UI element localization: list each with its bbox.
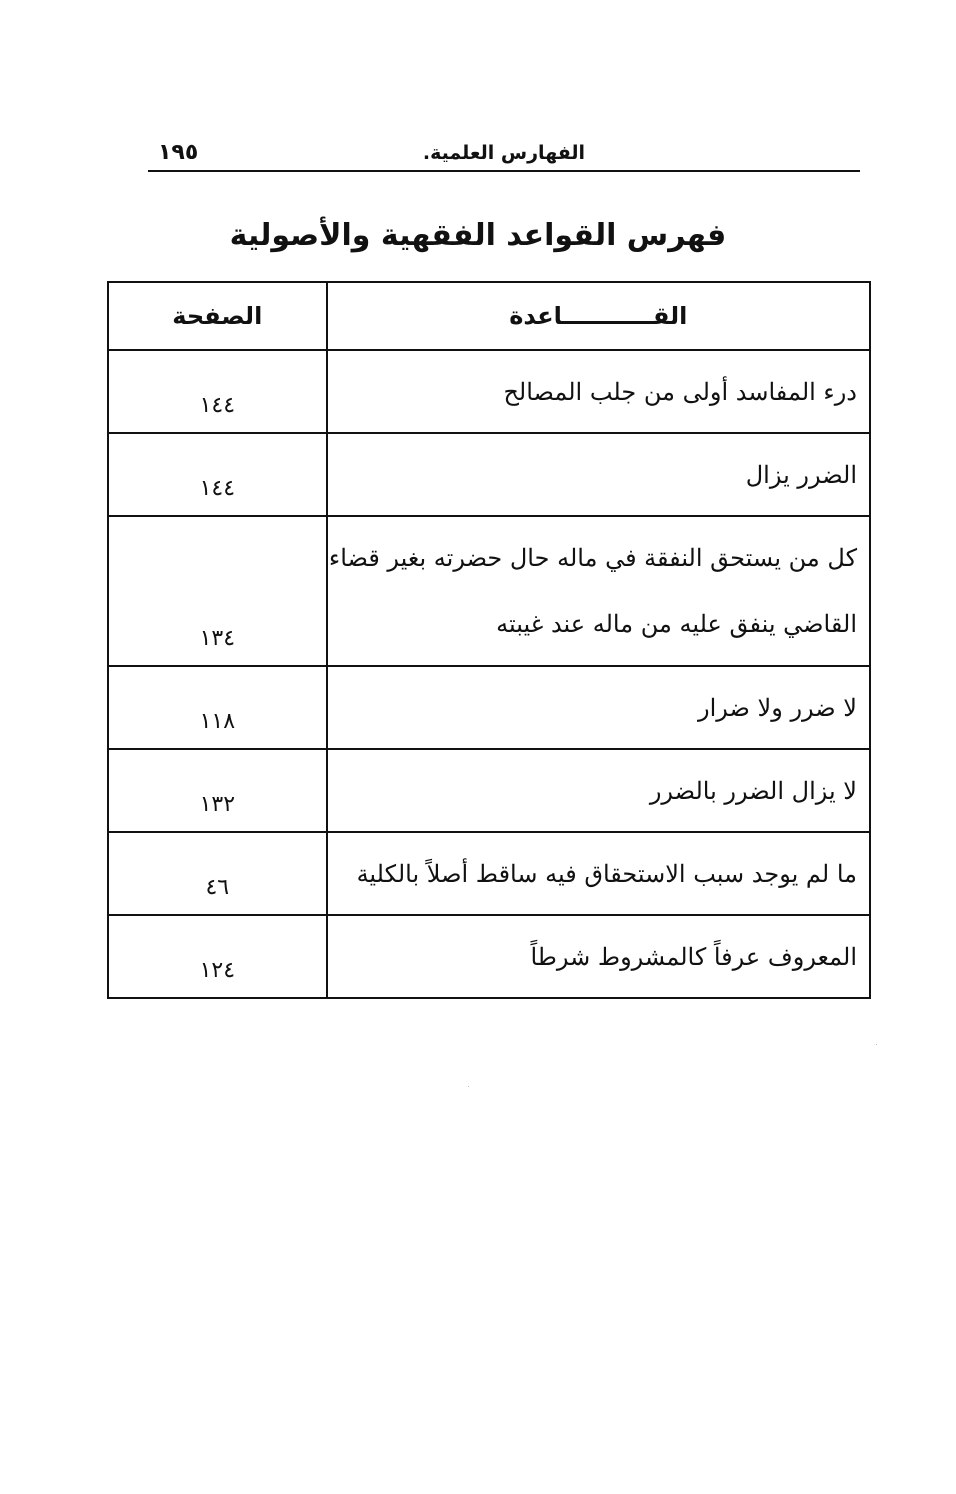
table-row — [108, 832, 870, 915]
rule-text: الضرر يزال — [327, 433, 870, 516]
page-ref: ١٢٤ — [108, 915, 327, 998]
rule-text-line: القاضي ينفق عليه من ماله عند غيبته — [496, 610, 857, 638]
table-row — [108, 350, 870, 433]
table-row — [108, 433, 870, 516]
table-row — [108, 749, 870, 832]
running-title: الفهارس العلمية. — [422, 142, 586, 164]
rule-text: درء المفاسد أولى من جلب المصالح — [327, 350, 870, 433]
table-row — [108, 516, 870, 666]
rule-text: لا ضرر ولا ضرار — [327, 666, 870, 749]
page-ref: ١٣٤ — [108, 516, 327, 666]
rule-text: المعروف عرفاً كالمشروط شرطاً — [327, 915, 870, 998]
rule-text: لا يزال الضرر بالضرر — [327, 749, 870, 832]
running-header — [148, 140, 860, 172]
rule-text-line: كل من يستحق النفقة في ماله حال حضرته بغير قضاء — [328, 544, 857, 572]
page-column-header: الصفحة — [108, 282, 327, 350]
page-ref: ١٣٢ — [108, 749, 327, 832]
page-ref: ١٤٤ — [108, 350, 327, 433]
page-ref: ٤٦ — [108, 832, 327, 915]
rule-text: ما لم يوجد سبب الاستحقاق فيه ساقط أصلاً بالكلية — [327, 832, 870, 915]
table-row — [108, 666, 870, 749]
rule-text-multiline — [327, 516, 870, 666]
page-ref: ١١٨ — [108, 666, 327, 749]
scan-speck — [468, 1086, 469, 1087]
rule-column-header: القـــــــــــاعدة — [327, 282, 870, 350]
table-row — [108, 915, 870, 998]
scan-speck — [876, 1044, 877, 1045]
index-title: فهرس القواعد الفقهية والأصولية — [229, 218, 727, 253]
page-ref: ١٤٤ — [108, 433, 327, 516]
page-number: ١٩٥ — [158, 140, 199, 165]
table-header-row — [108, 282, 870, 350]
rules-index-table — [107, 281, 871, 999]
